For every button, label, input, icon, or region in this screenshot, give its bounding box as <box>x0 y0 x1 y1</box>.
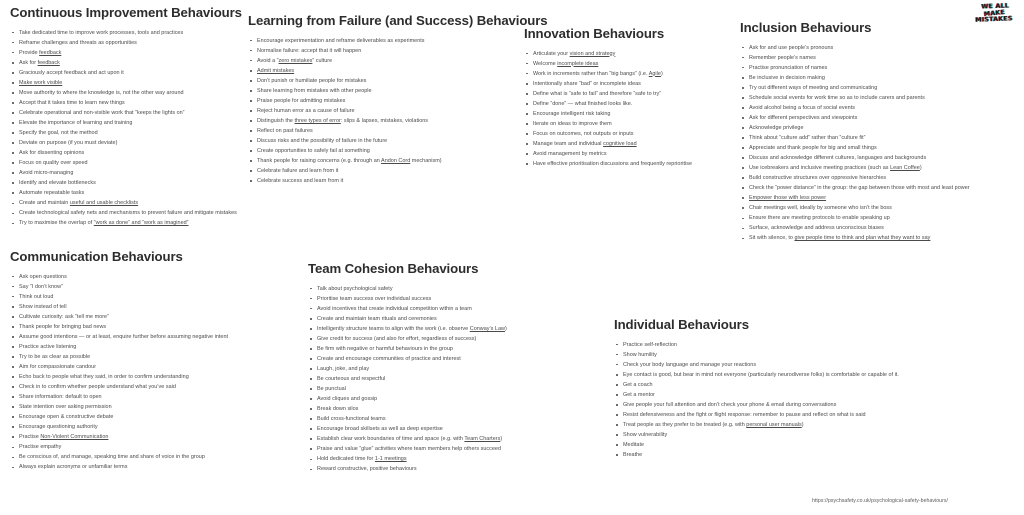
list-item: Avoid management by metrics <box>524 149 736 159</box>
list-item: State intention over asking permission <box>10 402 278 412</box>
inline-link[interactable]: incomplete ideas <box>557 60 599 67</box>
inline-link[interactable]: Admit mistakes <box>257 67 295 74</box>
list-item: Create and encourage communities of practice and interest <box>308 354 576 364</box>
inline-link[interactable]: Lean Coffee <box>890 165 920 172</box>
bullet-list-innovation <box>524 49 736 170</box>
inline-link[interactable]: vision and strategy <box>569 50 616 57</box>
list-item: Sit with silence, to give people time to think and plan what they want to say <box>740 233 1018 243</box>
list-item: Remember people’s names <box>740 53 1018 63</box>
list-item: Ask for different perspectives and viewpoints <box>740 113 1018 123</box>
inline-link[interactable]: cognitive load <box>603 140 637 147</box>
list-item: Discuss and acknowledge different cultures, languages and backgrounds <box>740 153 1018 163</box>
list-item: Be courteous and respectful <box>308 374 576 384</box>
bullet-list-continuous-improvement <box>10 28 242 229</box>
list-item: Create opportunities to safely fail at something <box>248 146 516 156</box>
section-continuous-improvement <box>10 6 242 228</box>
list-item: Articulate your vision and strategy <box>524 49 736 59</box>
list-item: Practice active listening <box>10 342 278 352</box>
section-individual <box>614 318 938 460</box>
list-item: Encourage open & constructive debate <box>10 412 278 422</box>
inline-link[interactable]: give people time to think and plan what they want to say <box>794 235 931 242</box>
list-item: Say “I don’t know” <box>10 282 278 292</box>
list-item: Ensure there are meeting protocols to enable speaking up <box>740 213 1018 223</box>
list-item: Laugh, joke, and play <box>308 364 576 374</box>
list-item: Avoid cliques and gossip <box>308 394 576 404</box>
inline-link[interactable]: 1-1 meetings <box>374 456 407 463</box>
logo-line-2: MAKE <box>984 8 1006 18</box>
list-item: Check the “power distance” in the group: the gap between those with most and least power <box>740 183 1018 193</box>
bullet-list-team-cohesion <box>308 284 576 475</box>
list-item <box>10 78 242 88</box>
inline-link[interactable]: zero mistakes <box>278 57 313 64</box>
list-item: Define “done” — what finished looks like. <box>524 99 736 109</box>
list-item: Chair meetings well, ideally by someone who isn’t the boss <box>740 203 1018 213</box>
inline-link[interactable]: “work as done” and “work as imagined” <box>93 220 189 227</box>
section-inclusion <box>740 21 1018 243</box>
list-item: Think out loud <box>10 292 278 302</box>
list-item: Try to be as clear as possible <box>10 352 278 362</box>
list-item: Resist defensiveness and the fight or flight response: remember to pause and reflect on what is said <box>614 410 938 420</box>
list-item: Be conscious of, and manage, speaking time and share of voice in the group <box>10 452 278 462</box>
bullet-list-learning-from-failure <box>248 36 516 187</box>
list-item: Intentionally share “bad” or incomplete ideas <box>524 79 736 89</box>
inline-link[interactable]: Conway’s Law <box>469 325 505 332</box>
inline-link[interactable]: Agile <box>648 70 661 77</box>
list-item: Normalise failure: accept that it will happen <box>248 46 516 56</box>
bullet-list-communication <box>10 272 278 473</box>
list-item: Elevate the importance of learning and training <box>10 118 242 128</box>
list-item: Praise people for admitting mistakes <box>248 96 516 106</box>
bullet-list-individual <box>614 340 938 461</box>
list-item: Acknowledge privilege <box>740 123 1018 133</box>
list-item: Try out different ways of meeting and communicating <box>740 83 1018 93</box>
source-url[interactable]: https://psychsafety.co.uk/psychological-safety-behaviours/ <box>812 498 949 504</box>
list-item: Avoid a “zero mistakes” culture <box>248 56 516 66</box>
inline-link[interactable]: Non-Violent Communication <box>40 434 109 441</box>
inline-link[interactable]: personal user manuals <box>746 421 802 428</box>
list-item: Identify and elevate bottlenecks <box>10 178 242 188</box>
list-item: Intelligently structure teams to align with the work (i.e. observe Conway’s Law) <box>308 324 576 334</box>
list-item: Give people your full attention and don’t check your phone & email during conversations <box>614 400 938 410</box>
list-item: Practice self-reflection <box>614 340 938 350</box>
inline-link[interactable]: feedback <box>39 49 62 56</box>
section-title-continuous-improvement: Continuous Improvement Behaviours <box>10 5 242 20</box>
list-item: Build cross-functional teams <box>308 414 576 424</box>
list-item: Meditate <box>614 440 938 450</box>
list-item: Encourage intelligent risk taking <box>524 109 736 119</box>
list-item: Distinguish the three types of error: slips & lapses, mistakes, violations <box>248 116 516 126</box>
list-item: Have effective prioritisation discussions and frequently reprioritise <box>524 159 736 169</box>
list-item: Check your body language and manage your reactions <box>614 360 938 370</box>
list-item: Practise Non-Violent Communication <box>10 432 278 442</box>
list-item: Assume good intentions — or at least, enquire further before assuming negative intent <box>10 332 278 342</box>
list-item: Schedule social events for work time so as to include carers and parents <box>740 93 1018 103</box>
list-item: Be firm with negative or harmful behaviours in the group <box>308 344 576 354</box>
list-item: Celebrate failure and learn from it <box>248 166 516 176</box>
inline-link[interactable]: Empower those with less power <box>749 195 827 202</box>
list-item: Praise and value “glue” activities where team members help others succeed <box>308 444 576 454</box>
list-item: Create and maintain team rituals and ceremonies <box>308 314 576 324</box>
list-item: Hold dedicated time for 1-1 meetings <box>308 454 576 464</box>
bullet-list-inclusion <box>740 43 1018 244</box>
list-item: Give credit for success (and also for effort, regardless of success) <box>308 334 576 344</box>
list-item: Avoid micro-managing <box>10 168 242 178</box>
list-item: Reject human error as a cause of failure <box>248 106 516 116</box>
section-title-innovation: Innovation Behaviours <box>524 26 665 41</box>
list-item: Use icebreakers and inclusive meeting practices (such as Lean Coffee) <box>740 163 1018 173</box>
list-item: Ask for dissenting opinions <box>10 148 242 158</box>
list-item: Eye contact is good, but bear in mind not everyone (particularly neurodiverse folks) is comfortable or capable of it. <box>614 370 938 380</box>
list-item: Share information: default to open <box>10 392 278 402</box>
list-item: Focus on outcomes, not outputs or inputs <box>524 129 736 139</box>
list-item: Share learning from mistakes with other people <box>248 86 516 96</box>
list-item: Encourage questioning authority <box>10 422 278 432</box>
list-item <box>248 66 516 76</box>
list-item: Ask for and use people’s pronouns <box>740 43 1018 53</box>
list-item: Iterate on ideas to improve them <box>524 119 736 129</box>
list-item: Create technological safety nets and mechanisms to prevent failure and mitigate mistakes <box>10 208 242 218</box>
list-item: Thank people for raising concerns (e.g. through an Andon Cord mechanism) <box>248 156 516 166</box>
list-item: Avoid incentives that create individual competition within a team <box>308 304 576 314</box>
list-item: Accept that it takes time to learn new things <box>10 98 242 108</box>
list-item: Ask for feedback <box>10 58 242 68</box>
section-learning-from-failure <box>248 13 548 186</box>
list-item: Show instead of tell <box>10 302 278 312</box>
list-item: Cultivate curiosity: ask “tell me more” <box>10 312 278 322</box>
list-item: Get a mentor <box>614 390 938 400</box>
list-item: Specify the goal, not the method <box>10 128 242 138</box>
inline-link[interactable]: Team Charters <box>464 436 501 443</box>
list-item: Practise pronunciation of names <box>740 63 1018 73</box>
inline-link[interactable]: Make work visible <box>19 79 63 86</box>
section-team-cohesion <box>308 262 576 474</box>
list-item: Be inclusive in decision making <box>740 73 1018 83</box>
list-item: Be punctual <box>308 384 576 394</box>
list-item: Check in to confirm whether people understand what you’ve said <box>10 382 278 392</box>
list-item: Discuss risks and the possibility of failure in the future <box>248 136 516 146</box>
list-item: Reflect on past failures <box>248 126 516 136</box>
list-item: Talk about psychological safety <box>308 284 576 294</box>
list-item: Define what is “safe to fail” and therefore “safe to try” <box>524 89 736 99</box>
list-item: Ask open questions <box>10 272 278 282</box>
we-all-make-mistakes-logo <box>973 2 1016 27</box>
list-item: Appreciate and thank people for big and small things <box>740 143 1018 153</box>
list-item: Move authority to where the knowledge is, not the other way around <box>10 88 242 98</box>
inline-link[interactable]: feedback <box>37 59 60 66</box>
list-item: Thank people for bringing bad news <box>10 322 278 332</box>
list-item: Show humility <box>614 350 938 360</box>
list-item: Echo back to people what they said, in order to confirm understanding <box>10 372 278 382</box>
section-title-learning-from-failure: Learning from Failure (and Success) Behaviours <box>248 13 548 28</box>
list-item: Focus on quality over speed <box>10 158 242 168</box>
inline-link[interactable]: Andon Cord <box>381 158 411 165</box>
list-item: Celebrate success and learn from it <box>248 176 516 186</box>
list-item: Welcome incomplete ideas <box>524 59 736 69</box>
list-item: Reward constructive, positive behaviours <box>308 464 576 474</box>
list-item: Automate repeatable tasks <box>10 188 242 198</box>
list-item: Break down silos <box>308 404 576 414</box>
list-item: Reframe challenges and threats as opportunities <box>10 38 242 48</box>
list-item: Take dedicated time to improve work processes, tools and practices <box>10 28 242 38</box>
section-innovation <box>524 27 736 169</box>
section-title-individual: Individual Behaviours <box>614 317 749 332</box>
inline-link[interactable]: useful and usable checklists <box>69 200 139 207</box>
list-item: Celebrate operational and non-visible work that “keeps the lights on” <box>10 108 242 118</box>
list-item: Show vulnerability <box>614 430 938 440</box>
list-item: Try to maximise the overlap of “work as done” and “work as imagined” <box>10 218 242 228</box>
list-item: Don’t punish or humiliate people for mistakes <box>248 76 516 86</box>
inline-link[interactable]: three types of error <box>294 117 341 124</box>
list-item <box>740 193 1018 203</box>
section-title-inclusion: Inclusion Behaviours <box>740 20 872 35</box>
list-item: Surface, acknowledge and address unconscious biases <box>740 223 1018 233</box>
list-item: Work in increments rather than “big bangs” (i.e. Agile) <box>524 69 736 79</box>
list-item: Prioritise team success over individual success <box>308 294 576 304</box>
list-item: Get a coach <box>614 380 938 390</box>
list-item: Encourage broad skillsets as well as deep expertise <box>308 424 576 434</box>
list-item: Encourage experimentation and reframe deliverables as experiments <box>248 36 516 46</box>
list-item: Deviate on purpose (if you must deviate) <box>10 138 242 148</box>
section-communication <box>10 250 278 472</box>
section-title-communication: Communication Behaviours <box>10 249 183 264</box>
logo-line-1: WE ALL <box>981 2 1010 11</box>
section-title-team-cohesion: Team Cohesion Behaviours <box>308 261 479 276</box>
list-item: Breathe <box>614 450 938 460</box>
list-item: Treat people as they prefer to be treated (e.g. with personal user manuals) <box>614 420 938 430</box>
list-item: Aim for compassionate candour <box>10 362 278 372</box>
list-item: Manage team and individual cognitive load <box>524 139 736 149</box>
list-item: Practise empathy <box>10 442 278 452</box>
list-item: Build constructive structures over oppressive hierarchies <box>740 173 1018 183</box>
list-item: Graciously accept feedback and act upon it <box>10 68 242 78</box>
list-item: Establish clear work boundaries of time and space (e.g. with Team Charters) <box>308 434 576 444</box>
list-item: Avoid alcohol being a focus of social events <box>740 103 1018 113</box>
list-item: Always explain acronyms or unfamiliar terms <box>10 462 278 472</box>
logo-line-3: MISTAKES <box>975 15 1014 25</box>
list-item: Provide feedback <box>10 48 242 58</box>
list-item: Create and maintain useful and usable checklists <box>10 198 242 208</box>
list-item: Think about “culture add” rather than “culture fit” <box>740 133 1018 143</box>
